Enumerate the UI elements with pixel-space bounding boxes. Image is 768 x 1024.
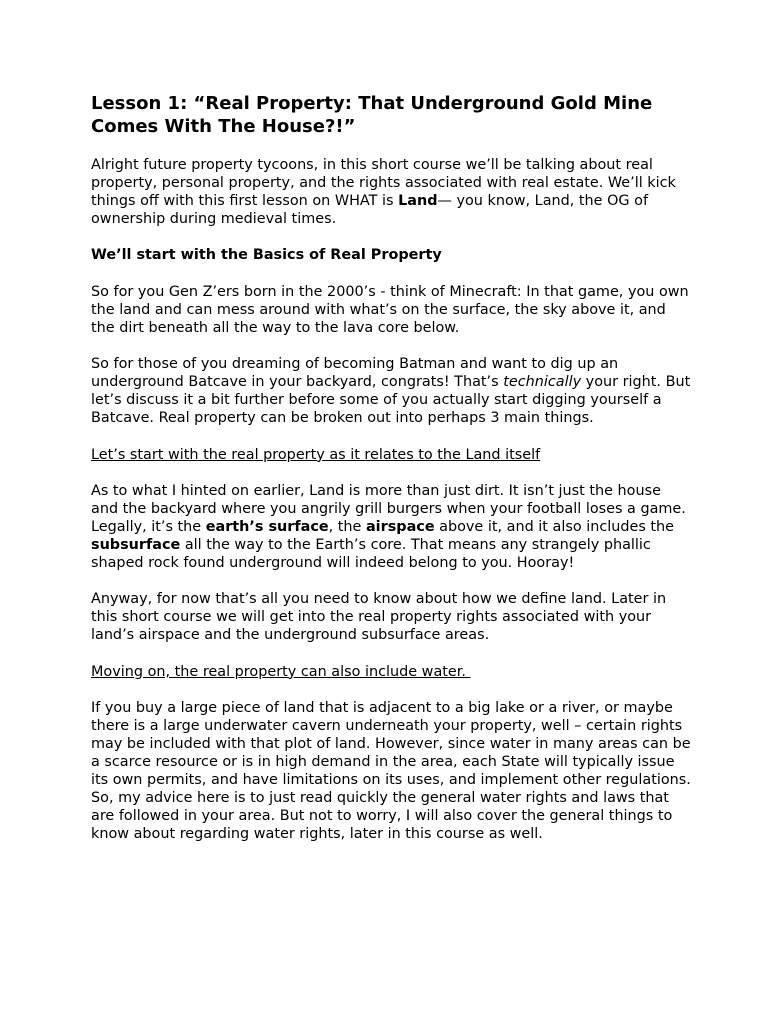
batman-italic-technically: technically (503, 374, 582, 391)
land-text-3: above it, and it also includes the (434, 518, 675, 535)
intro-bold-land: Land (398, 193, 438, 210)
batman-paragraph (91, 355, 691, 427)
batman-text-2: your right. But let’s discuss it a bit further before some of you actually start digging yourself a Batcave. Real property can be broken out into perhaps 3 main things. (91, 374, 691, 427)
land-text-4: all the way to the Earth’s core. That means any strangely phallic shaped rock found underground will indeed belong to you. Hooray! (91, 536, 651, 572)
land-definition-paragraph (91, 482, 691, 572)
land-text-1: As to what I hinted on earlier, Land is more than just dirt. It isn’t just the house and the backyard where you angrily grill burgers when your football loses a game. Legally, it’s the (91, 482, 686, 535)
subheading-water: Moving on, the real property can also include water. (91, 663, 471, 680)
subheading-land: Let’s start with the real property as it relates to the Land itself (91, 446, 541, 463)
batman-text-1: So for those of you dreaming of becoming Batman and want to dig up an underground Batcave in your backyard, congrats! That’s (91, 356, 619, 391)
intro-text-1: Alright future property tycoons, in this short course we’ll be talking about real property, personal property, and the rights associated with real estate. We’ll kick things off with this first lesson on WHAT is (91, 157, 676, 210)
minecraft-paragraph: So for you Gen Z’ers born in the 2000’s - think of Minecraft: In that game, you own the land and can mess around with what’s on the surface, the sky above it, and the dirt beneath all the way to the lava core below. (91, 283, 689, 336)
land-bold-airspace: airspace (365, 518, 435, 535)
section-heading-basics: We’ll start with the Basics of Real Property (91, 247, 442, 264)
land-text-2: , the (328, 518, 366, 535)
intro-paragraph (91, 156, 691, 228)
land-bold-subsurface: subsurface (91, 536, 181, 553)
lesson-title: Lesson 1: “Real Property: That Underground Gold Mine Comes With The House?!” (91, 93, 653, 137)
land-bold-surface: earth’s surface (205, 518, 329, 535)
water-paragraph: If you buy a large piece of land that is adjacent to a big lake or a river, or maybe there is a large underwater cavern underneath your property, well – certain rights may be included with that plot of land. However, since water in many areas can be a scarce resource or is in high demand in the area, each State will typically issue its own permits, and have limitations on its uses, and implement other regulations. So, my advice here is to just read quickly the general water rights and laws that are followed in your area. But not to worry, I will also cover the general things to know about regarding water rights, later in this course as well. (91, 699, 691, 843)
intro-text-2: — you know, Land, the OG of ownership during medieval times. (91, 193, 649, 228)
anyway-paragraph: Anyway, for now that’s all you need to know about how we define land. Later in this short course we will get into the real property rights associated with your land’s airspace and the underground subsurface areas. (91, 591, 667, 644)
document-page (91, 92, 691, 862)
